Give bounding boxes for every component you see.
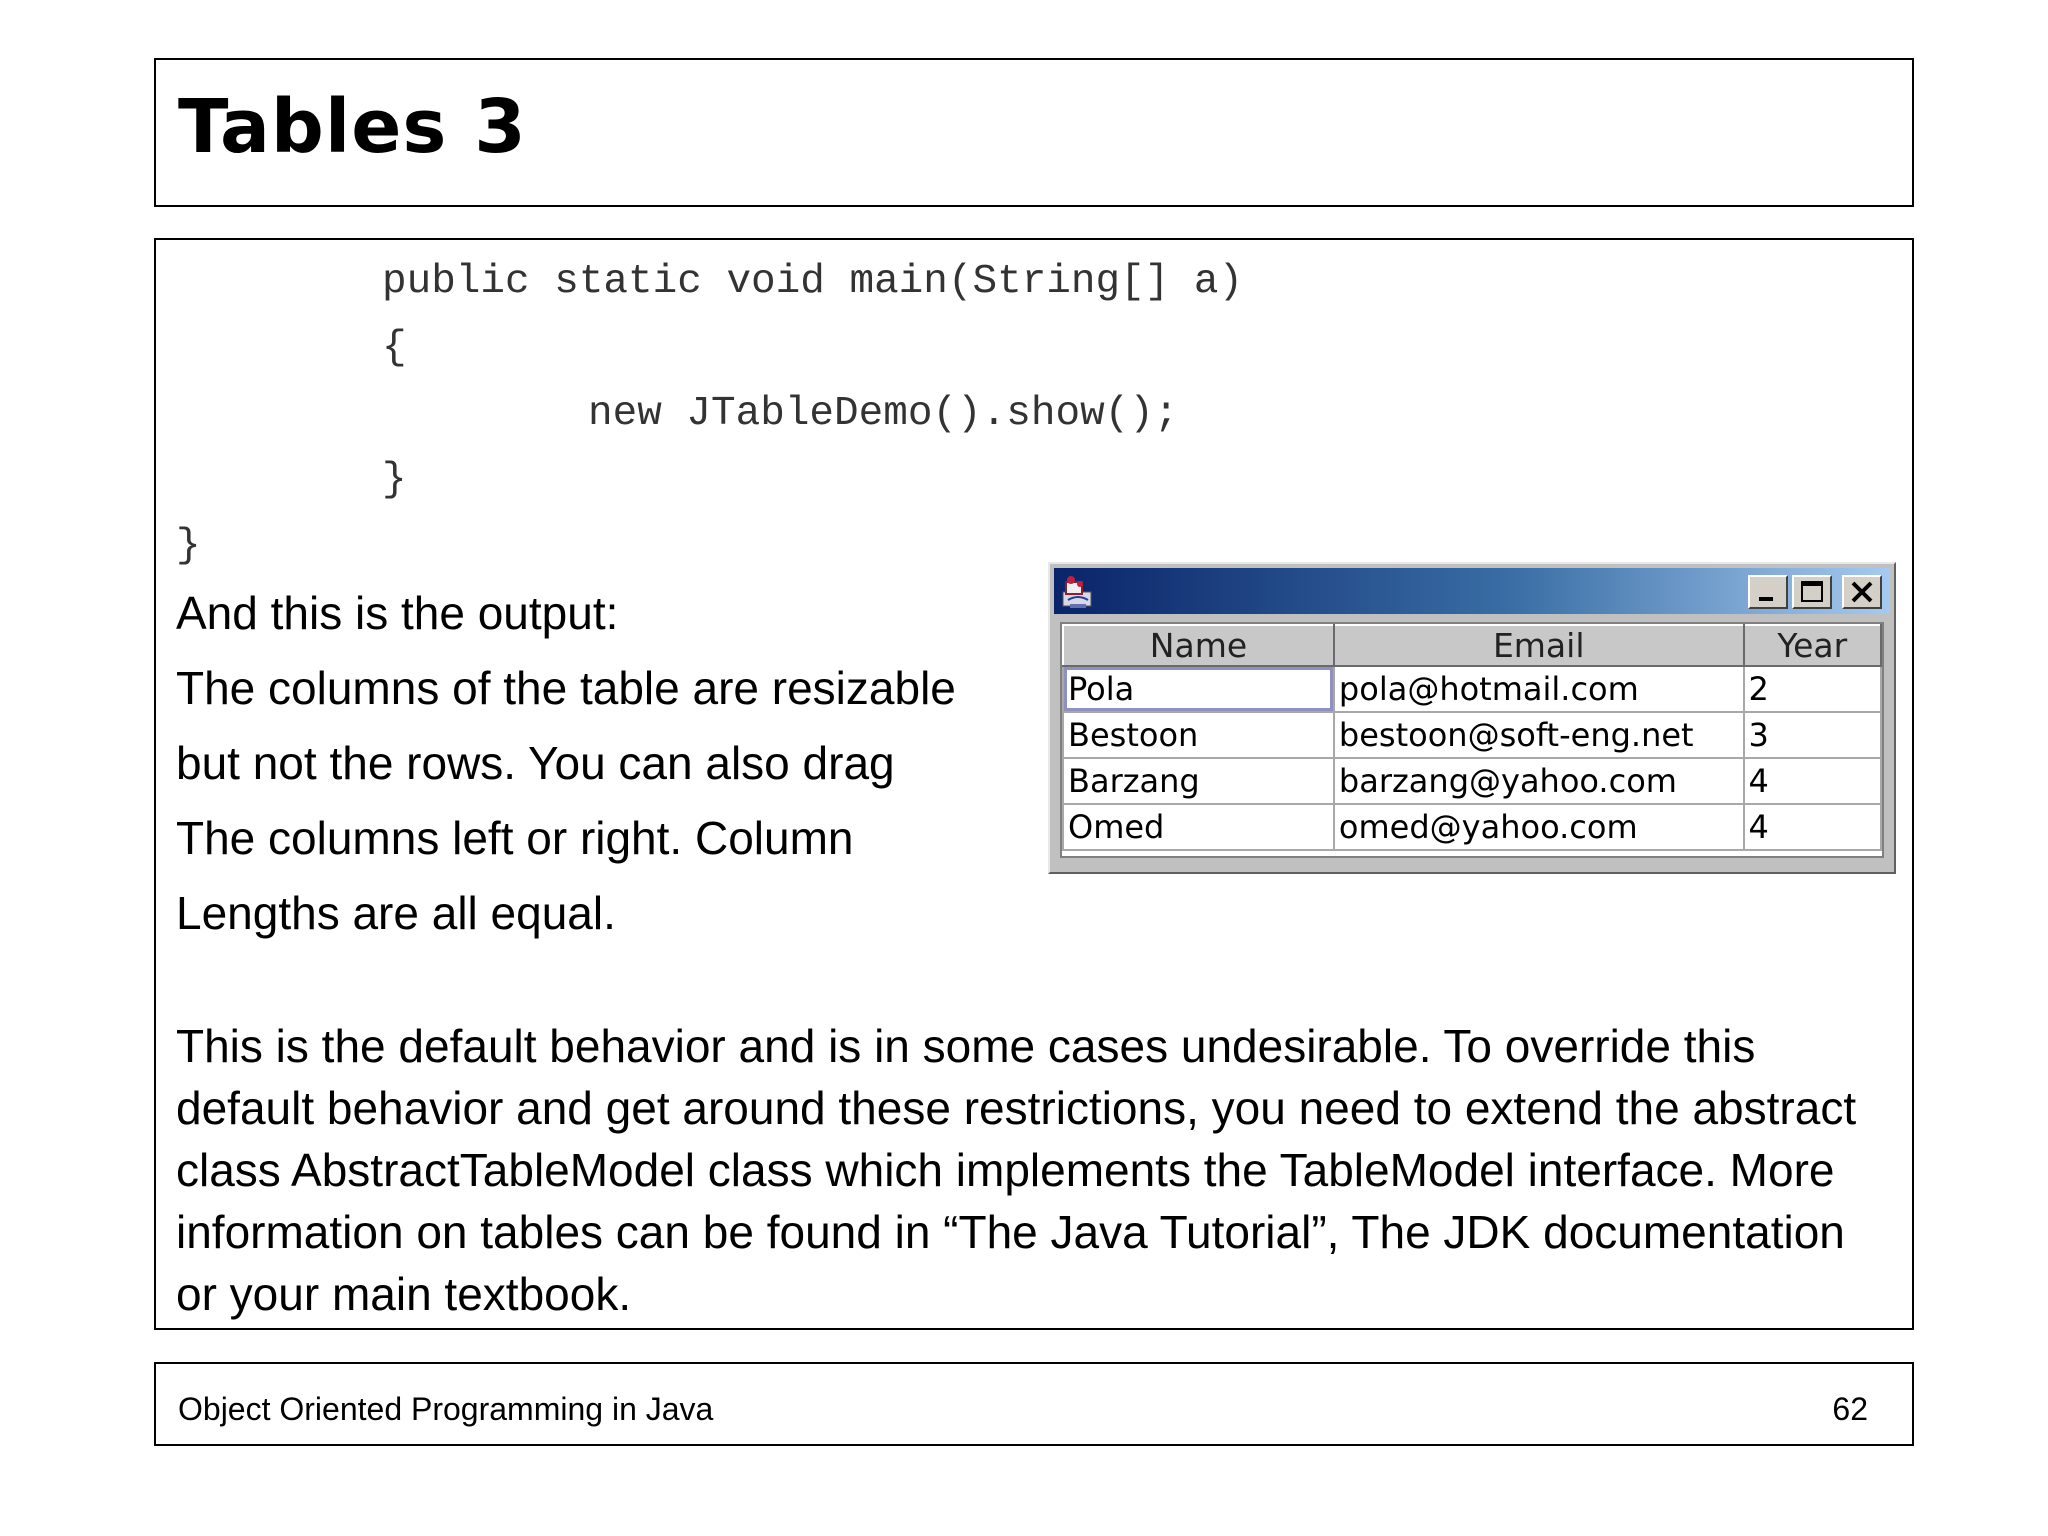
- footer-course-title: Object Oriented Programming in Java: [178, 1391, 714, 1427]
- column-header-email[interactable]: Email: [1334, 625, 1744, 666]
- table-scroll-area[interactable]: [1060, 622, 1884, 858]
- column-header-name[interactable]: Name: [1063, 625, 1334, 666]
- page-number: 62: [1832, 1391, 1868, 1427]
- jtable-demo-window: [1048, 562, 1896, 874]
- table-cell-email[interactable]: pola@hotmail.com: [1334, 666, 1744, 712]
- close-button[interactable]: [1842, 575, 1882, 609]
- body-line-2: The columns of the table are resizable: [176, 662, 956, 714]
- table-cell-email[interactable]: barzang@yahoo.com: [1334, 758, 1744, 804]
- maximize-icon: [1794, 577, 1830, 607]
- code-line-4: }: [382, 457, 407, 503]
- table-cell-name[interactable]: Bestoon: [1063, 712, 1334, 758]
- code-line-3: new JTableDemo().show();: [588, 391, 1179, 437]
- table-row[interactable]: [1063, 666, 1881, 712]
- column-header-year[interactable]: Year: [1744, 625, 1881, 666]
- table-cell-name[interactable]: Barzang: [1063, 758, 1334, 804]
- body-paragraph: This is the default behavior and is in some cases undesirable. To override this default behavior and get around these restrictions, you need to extend the abstract class AbstractTableModel class which implements the TableModel interface. More information on tables can be found in “The Java Tutorial”, The JDK documentation or your main textbook.: [176, 1020, 1857, 1320]
- table-cell-name[interactable]: Omed: [1063, 804, 1334, 850]
- table-header-row: [1063, 625, 1881, 666]
- body-line-5: Lengths are all equal.: [176, 887, 616, 939]
- code-line-5: }: [176, 523, 201, 569]
- table-row[interactable]: [1063, 712, 1881, 758]
- maximize-button[interactable]: [1792, 575, 1832, 609]
- body-line-1: And this is the output:: [176, 587, 619, 639]
- window-titlebar[interactable]: [1054, 568, 1890, 614]
- table-row[interactable]: [1063, 758, 1881, 804]
- title-box: [154, 58, 1914, 207]
- footer-box: [154, 1362, 1914, 1446]
- table-row[interactable]: [1063, 804, 1881, 850]
- table-cell-year[interactable]: 3: [1744, 712, 1881, 758]
- table-cell-email[interactable]: bestoon@soft-eng.net: [1334, 712, 1744, 758]
- code-line-1: public static void main(String[] a): [382, 259, 1244, 305]
- body-line-4: The columns left or right. Column: [176, 812, 854, 864]
- table-cell-email[interactable]: omed@yahoo.com: [1334, 804, 1744, 850]
- table-cell-year[interactable]: 2: [1744, 666, 1881, 712]
- minimize-icon: [1750, 577, 1786, 607]
- close-icon: [1844, 577, 1880, 607]
- body-line-3: but not the rows. You can also drag: [176, 737, 895, 789]
- table-cell-year[interactable]: 4: [1744, 804, 1881, 850]
- minimize-button[interactable]: [1748, 575, 1788, 609]
- java-app-icon[interactable]: [1060, 574, 1096, 610]
- table-cell-name[interactable]: Pola: [1063, 666, 1334, 712]
- data-table: [1062, 624, 1882, 851]
- table-cell-year[interactable]: 4: [1744, 758, 1881, 804]
- slide-title: Tables 3: [178, 84, 527, 170]
- code-line-2: {: [382, 325, 407, 371]
